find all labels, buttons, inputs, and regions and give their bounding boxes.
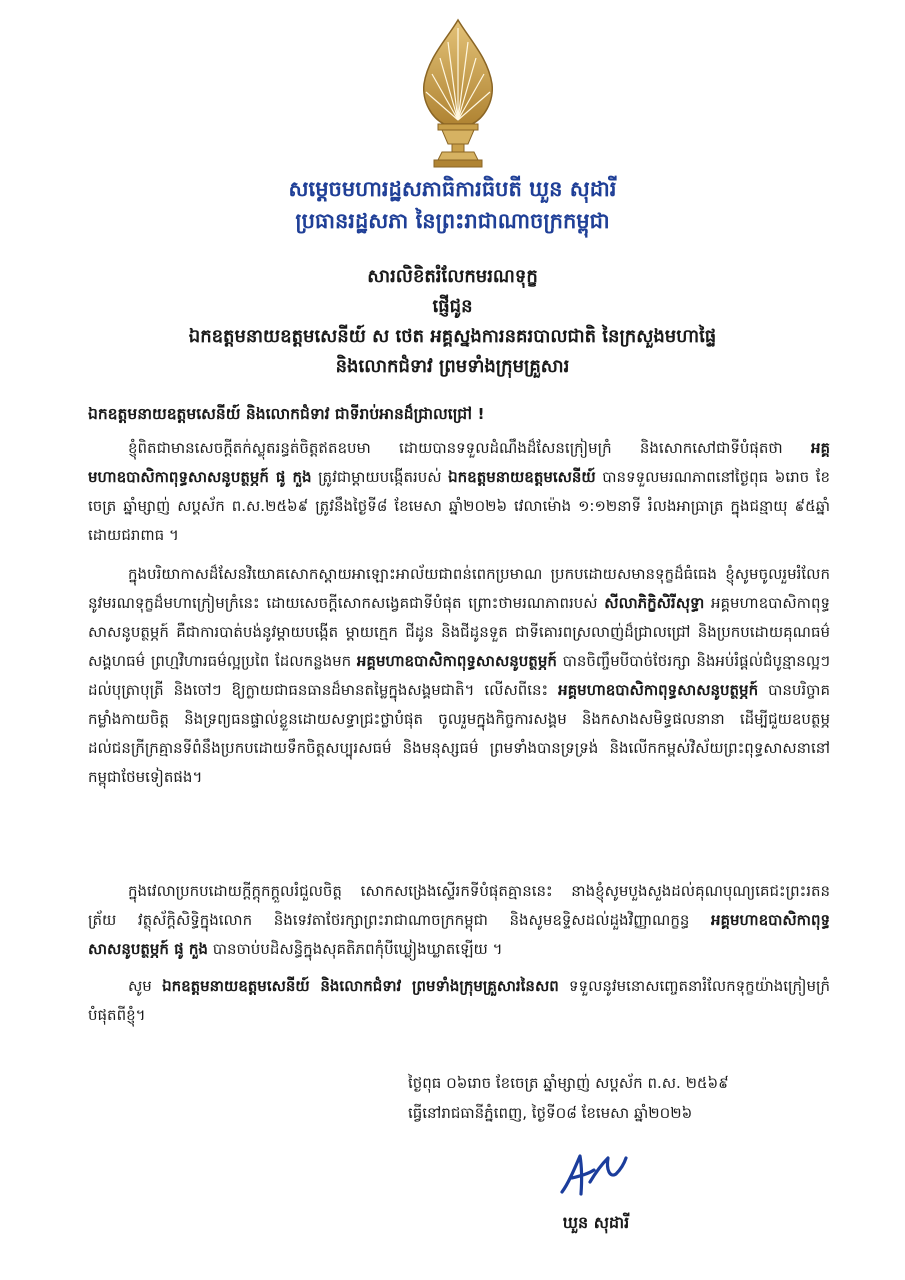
salutation: ឯកឧត្តមនាយឧត្តមសេនីយ៍ និងលោកជំទាវ ជាទីរាប់អានដ៏ជ្រាលជ្រៅ !: [88, 405, 485, 423]
paragraph-1: [88, 434, 830, 550]
date-block: [408, 1068, 729, 1128]
sent-to-label: ផ្ញើជូន: [432, 296, 473, 317]
paragraph-4: [88, 972, 830, 1030]
p1-text-e: បានទទួលមរណភាពនៅថ្ងៃពុធ ៦រោច ខែចេត្រ ឆ្នាំម្សាញ់ សប្តស័ក ព.ស.២៥៦៩ ត្រូវនឹងថ្ងៃទី៨ ខែមេសា ឆ្នាំ២០២៦ វេលាម៉ោង ១:១២នាទី រំលងអាធ្រាត្រ ក្នុងជន្មាយុ ៩៥ឆ្នាំ ដោយជរាពាធ ។: [88, 468, 830, 544]
p2-text-a: ក្នុងបរិយាកាសដ៏សែនវិយោគសោកស្ដាយអាឡោះអាល័យជាពន់ពេកប្រមាណ ប្រកបដោយសមានទុក្ខដ៏ធំធេង ខ្ញុំសូមចូលរួមរំលែកនូវមរណទុក្ខដ៏មហាក្រៀមក្រំនេះ ដោយសេចក្ដីសោកសង្វេគជាទីបំផុត ព្រោះថាមរណភាពរបស់: [88, 565, 830, 612]
p2-text-e: បានចិញ្ចឹមបីបាច់ថែរក្សា និងអប់រំផ្ដល់ជំបូន្មានល្អៗ ដល់បុត្រាបុត្រី និងចៅៗ ឱ្យក្លាយជាធនធានដ៏មានតម្លៃក្នុងសង្គមជាតិ។ លើសពីនេះ: [88, 652, 830, 699]
p2-bold-d: អគ្គមហាឧបាសិកាពុទ្ធសាសនូបត្ថម្ភក៍: [356, 652, 557, 670]
place-and-date: ធ្វើនៅរាជធានីភ្នំពេញ, ថ្ងៃទី០៨ ខែមេសា ឆ្នាំ២០២៦: [408, 1104, 693, 1122]
p3-text-c: បានចាប់បដិសន្ធិក្នុងសុគតិភពកុំបីឃ្លៀងឃ្លាតឡើយ ។: [207, 940, 503, 958]
p2-bold-b: សីលាភិក្ខិសិរីសុទ្ធា: [604, 594, 705, 612]
p4-bold-b: ឯកឧត្តមនាយឧត្តមសេនីយ៍ និងលោកជំទាវ ព្រមទាំងក្រុមគ្រួសារនៃសព: [162, 977, 559, 995]
p2-text-c: អគ្គមហាឧបាសិកាពុទ្ធសាសនូបត្ថម្ភក៍ គឺជាការបាត់បង់នូវម្ដាយបង្កើត ម្ដាយក្មេក ជីដូន និងជីដូនទួត ជាទីគោរពស្រលាញ់ដ៏ជ្រាលជ្រៅ និងប្រកបដោយគុណធម៌ សង្គហធម៌ ព្រហ្មវិហារធម៌ល្អប្រពៃ ដែលកន្លងមក: [88, 594, 830, 670]
p1-text-c: ត្រូវជាម្ដាយបង្កើតរបស់: [311, 468, 449, 486]
paragraph-2: [88, 560, 830, 792]
recipient-line-1: ឯកឧត្តមនាយឧត្តមសេនីយ៍ ស ថេត អគ្គស្នងការនគរបាលជាតិ នៃក្រសួងមហាផ្ទៃ: [188, 326, 717, 347]
p2-text-g: បានបរិច្ចាគកម្លាំងកាយចិត្ត និងទ្រព្យធនផ្ទាល់ខ្លួនដោយសទ្ធាជ្រះថ្លាបំផុត ចូលរួមក្នុងកិច្ចការសង្គម និងកសាងសមិទ្ធផលនានា ដើម្បីជួយឧបត្ថម្ភដល់ជនក្រីក្រគ្មានទីពំនឹងប្រកបដោយទឹកចិត្តសប្បុរសធម៌ និងមនុស្សធម៌ ព្រមទាំងបានទ្រទ្រង់ និងលើកកម្ពស់វិស័យព្រះពុទ្ធសាសនានៅកម្ពុជាថែមទៀតផង។: [88, 681, 830, 786]
recipient-line-2: និងលោកជំទាវ ព្រមទាំងក្រុមគ្រួសារ: [335, 356, 570, 377]
letter-type-heading: សារលិខិតរំលែកមរណទុក្ខ: [367, 266, 538, 287]
lunar-date: ថ្ងៃពុធ ០៦រោច ខែចេត្រ ឆ្នាំម្សាញ់ សប្តស័ក ព.ស. ២៥៦៩: [408, 1074, 729, 1092]
paragraph-3: [88, 877, 830, 964]
p1-text-a: ខ្ញុំពិតជាមានសេចក្ដីតក់ស្លុតរន្ធត់ចិត្តឥតឧបមា ដោយបានទទួលដំណឹងដ៏សែនក្រៀមក្រំ និងសោកសៅជាទីបំផុតថា: [128, 439, 811, 457]
p1-bold-d: ឯកឧត្តមនាយឧត្តមសេនីយ៍: [448, 468, 596, 486]
signer-name: ឃួន សុដារី: [562, 1213, 630, 1232]
sender-title: ប្រធានរដ្ឋសភា នៃព្រះរាជាណាចក្រកម្ពុជា: [295, 209, 610, 233]
p4-text-c: ទទួលនូវមនោសញ្ចេតនារំលែកទុក្ខយ៉ាងក្រៀមក្រំបំផុតពីខ្ញុំ។: [88, 977, 830, 1024]
p2-bold-f: អគ្គមហាឧបាសិកាពុទ្ធសាសនូបត្ថម្ភក៍: [558, 681, 759, 699]
national-assembly-emblem-icon: [418, 18, 498, 170]
p3-text-a: ក្នុងវេលាប្រកបដោយក្ដីក្តុកក្តួលរំជួលចិត្ត សោកសង្រេងស្ទើរកទីបំផុតគ្មាននេះ នាងខ្ញុំសូមបួងសួងដល់គុណបុណ្យគេជះព្រះរតនត្រ័យ វត្ថុស័ក្តិសិទ្ធិក្នុងលោក និងទេវតាថែរក្សាព្រះរាជាណាចក្រកម្ពុជា និងសូមឧទ្ទិសដល់ដួងវិញ្ញាណក្ខន្ធ: [88, 882, 830, 929]
p1-bold-b: អគ្គមហាឧបាសិកាពុទ្ធសាសនូបត្ថម្ភក៍ ផូ កួង: [88, 439, 830, 486]
sender-name: សម្ដេចមហារដ្ឋសភាធិការធិបតី ឃួន សុដារី: [288, 177, 617, 201]
p3-bold-b: អគ្គមហាឧបាសិកាពុទ្ធសាសនូបត្ថម្ភក៍ ផូ កួង: [88, 911, 830, 958]
handwritten-signature-icon: [558, 1148, 630, 1200]
p4-text-a: សូម: [128, 977, 163, 995]
